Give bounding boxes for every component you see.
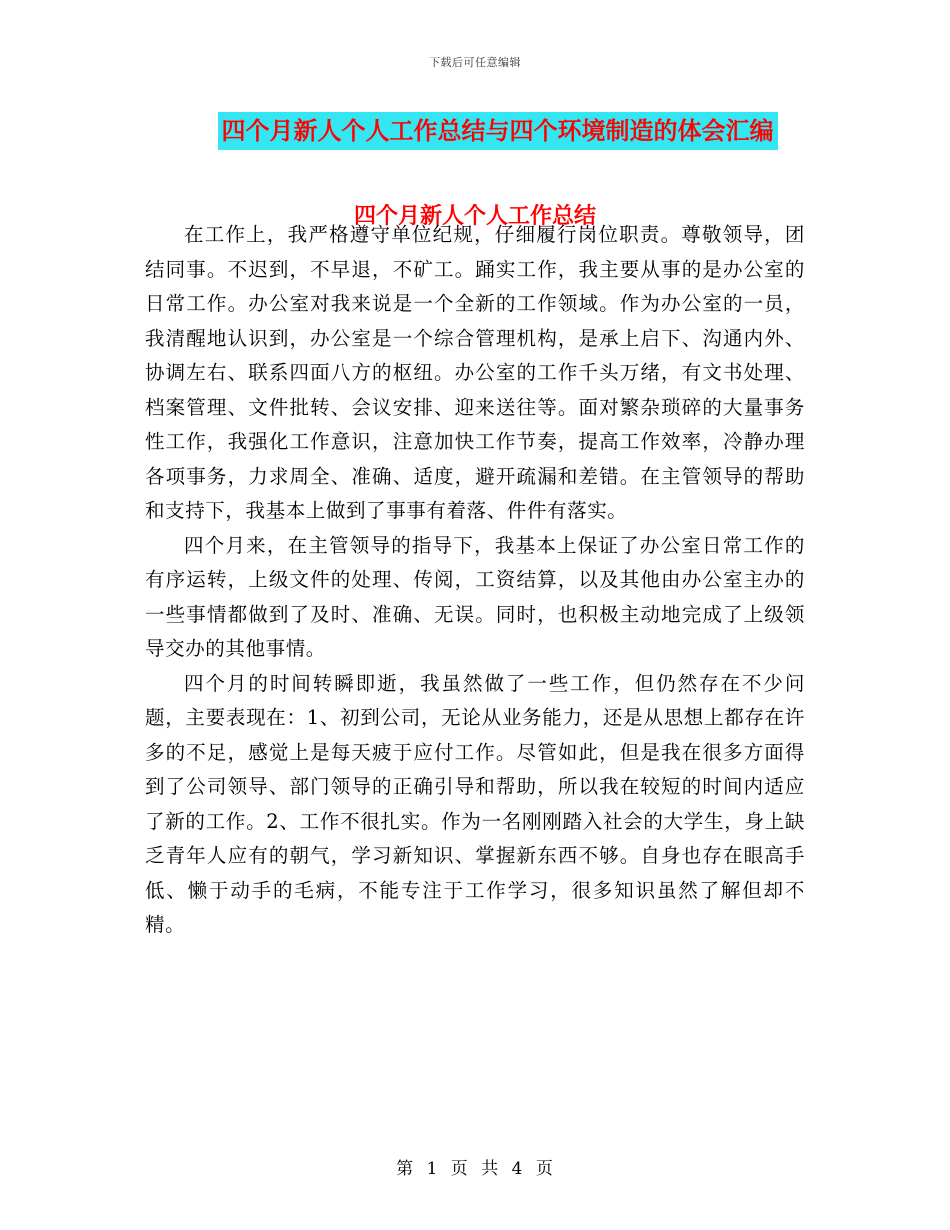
main-title: 四个月新人个人工作总结与四个环境制造的体会汇编 [218, 112, 778, 150]
footer-total-pages: 4 [511, 1159, 524, 1179]
main-title-container [0, 112, 950, 150]
footer-suffix: 页 [535, 1159, 554, 1179]
footer-page-number: 1 [426, 1159, 439, 1179]
paragraph-3: 四个月的时间转瞬即逝，我虽然做了一些工作，但仍然存在不少问题，主要表现在：1、初到公司，无论从业务能力，还是从思想上都存在许多的不足，感觉上是每天疲于应付工作。尽管如此，但是我在很多方面得到了公司领导、部门领导的正确引导和帮助，所以我在较短的时间内适应了新的工作。2、工作不很扎实。作为一名刚刚踏入社会的大学生，身上缺乏青年人应有的朝气，学习新知识、掌握新东西不够。自身也存在眼高手低、懒于动手的毛病，不能专注于工作学习，很多知识虽然了解但却不精。 [145, 671, 805, 936]
page-footer [0, 1154, 950, 1179]
footer-prefix: 第 [396, 1159, 415, 1179]
footer-middle2: 共 [481, 1159, 500, 1179]
paragraph-2: 四个月来，在主管领导的指导下，我基本上保证了办公室日常工作的有序运转，上级文件的处理、传阅，工资结算，以及其他由办公室主办的一些事情都做到了及时、准确、无误。同时，也积极主动地完成了上级领导交办的其他事情。 [145, 533, 805, 660]
header-note: 下载后可任意编辑 [429, 56, 521, 69]
footer-middle1: 页 [450, 1159, 469, 1179]
section-title: 四个月新人个人工作总结 [353, 204, 596, 229]
body-text [145, 218, 805, 943]
paragraph-1: 在工作上，我严格遵守单位纪规，仔细履行岗位职责。尊敬领导，团结同事。不迟到，不早退，不矿工。踊实工作，我主要从事的是办公室的日常工作。办公室对我来说是一个全新的工作领域。作为办公室的一员，我清醒地认识到，办公室是一个综合管理机构，是承上启下、沟通内外、协调左右、联系四面八方的枢纽。办公室的工作千头万绪，有文书处理、档案管理、文件批转、会议安排、迎来送往等。面对繁杂琐碎的大量事务性工作，我强化工作意识，注意加快工作节奏，提高工作效率，冷静办理各项事务，力求周全、准确、适度，避开疏漏和差错。在主管领导的帮助和支持下，我基本上做到了事事有着落、件件有落实。 [145, 223, 805, 522]
